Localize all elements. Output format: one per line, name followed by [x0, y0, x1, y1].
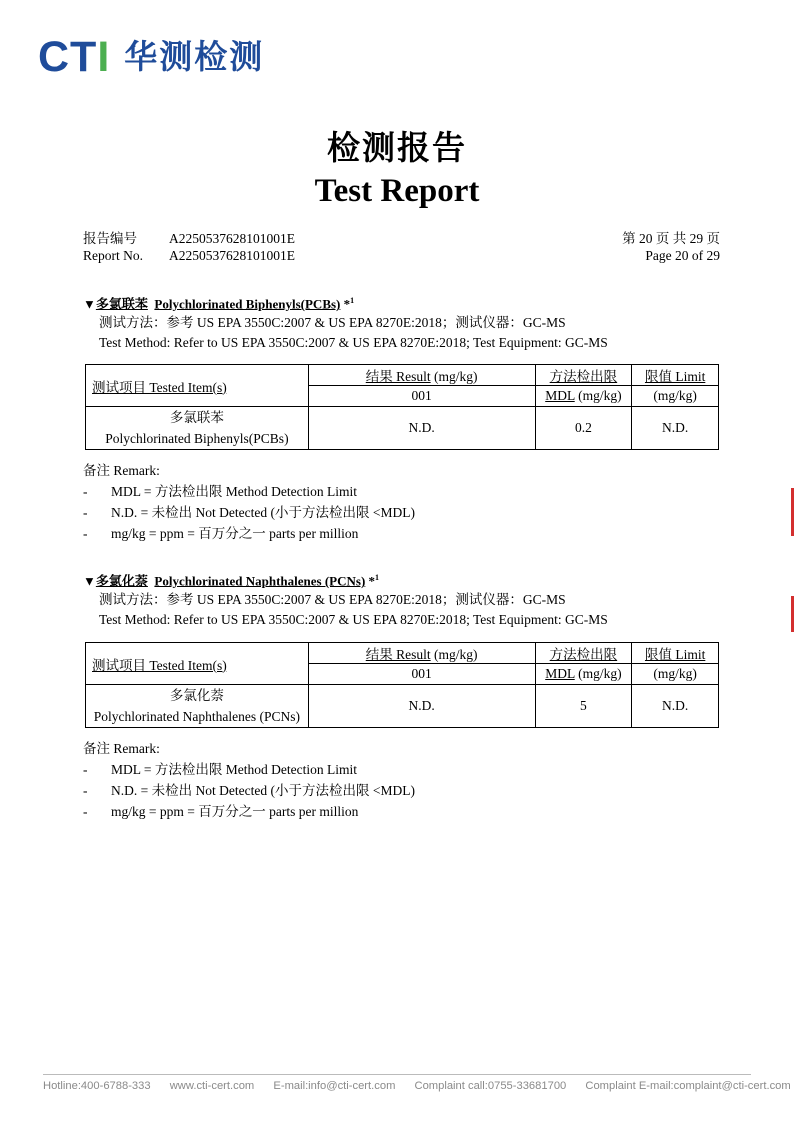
- remark-title: 备注 Remark:: [83, 463, 160, 478]
- header-limit: 限值 Limit: [632, 643, 719, 664]
- header-limit: 限值 Limit: [632, 365, 719, 386]
- header-result: 结果 Result (mg/kg): [308, 643, 535, 664]
- remark-block-pcns: [83, 738, 415, 822]
- header-mdl-cn: 方法检出限: [535, 643, 632, 664]
- footer-complaint-call: Complaint call:0755-33681700: [414, 1080, 567, 1092]
- header-limit-unit: (mg/kg): [632, 664, 719, 685]
- footer-website[interactable]: www.cti-cert.com: [169, 1080, 255, 1092]
- row-mdl: 0.2: [535, 407, 632, 450]
- header-sample-id: 001: [308, 386, 535, 407]
- remark-item: - N.D. = 未检出 Not Detected (小于方法检出限 <MDL): [83, 505, 415, 520]
- logo-chinese: 华测检测: [124, 37, 265, 76]
- remark-item: - N.D. = 未检出 Not Detected (小于方法检出限 <MDL): [83, 783, 415, 798]
- header-tested-item: 测试项目 Tested Item(s): [86, 643, 309, 685]
- row-result: N.D.: [308, 407, 535, 450]
- test-method-en: Test Method: Refer to US EPA 3550C:2007 & US EPA 8270E:2018; Test Equipment: GC-MS: [99, 335, 608, 351]
- header-mdl-cn: 方法检出限: [535, 365, 632, 386]
- title-english: Test Report: [314, 173, 480, 209]
- test-method-cn: 测试方法：参考 US EPA 3550C:2007 & US EPA 8270E:2018；测试仪器：GC-MS: [99, 592, 566, 608]
- page-number-block: [622, 230, 720, 264]
- row-item: 多氯联苯 Polychlorinated Biphenyls(PCBs): [86, 407, 309, 450]
- header-result: 结果 Result (mg/kg): [308, 365, 535, 386]
- row-mdl: 5: [535, 685, 632, 728]
- row-limit: N.D.: [632, 685, 719, 728]
- page-number-cn: 第 20 页 共 29 页: [622, 231, 720, 246]
- remark-item: - mg/kg = ppm = 百万分之一 parts per million: [83, 804, 359, 819]
- header-mdl-unit: MDL (mg/kg): [535, 386, 632, 407]
- report-no-label-en: Report No.: [83, 248, 143, 263]
- section-heading: ▼多氯化萘 Polychlorinated Naphthalenes (PCNs) *$^1$: [83, 573, 380, 589]
- report-number-block: [83, 230, 295, 264]
- results-table-pcns: [85, 642, 719, 728]
- section-pcbs: [83, 292, 723, 353]
- logo-latin: CTI: [38, 33, 111, 81]
- results-table-pcbs: [85, 364, 719, 450]
- footer-hotline: Hotline:400-6788-333: [43, 1080, 151, 1092]
- header-tested-item: 测试项目 Tested Item(s): [86, 365, 309, 407]
- company-logo: [38, 34, 264, 80]
- page-number-en: Page 20 of 29: [645, 248, 720, 263]
- report-no-value: A2250537628101001E: [169, 231, 295, 246]
- title-chinese: 检测报告: [327, 128, 467, 167]
- remark-block-pcbs: [83, 460, 415, 544]
- footer-divider: [43, 1074, 751, 1075]
- remark-item: - MDL = 方法检出限 Method Detection Limit: [83, 762, 357, 777]
- footer: [43, 1080, 794, 1092]
- section-pcns: [83, 569, 723, 630]
- report-no-value-en: A2250537628101001E: [169, 248, 295, 263]
- section-heading: ▼多氯联苯 Polychlorinated Biphenyls(PCBs) *$^1$: [83, 296, 355, 312]
- row-limit: N.D.: [632, 407, 719, 450]
- test-method-en: Test Method: Refer to US EPA 3550C:2007 & US EPA 8270E:2018; Test Equipment: GC-MS: [99, 612, 608, 628]
- row-result: N.D.: [308, 685, 535, 728]
- remark-title: 备注 Remark:: [83, 741, 160, 756]
- remark-item: - mg/kg = ppm = 百万分之一 parts per million: [83, 526, 359, 541]
- report-no-label-cn: 报告编号: [83, 231, 137, 246]
- header-limit-unit: (mg/kg): [632, 386, 719, 407]
- header-sample-id: 001: [308, 664, 535, 685]
- test-method-cn: 测试方法：参考 US EPA 3550C:2007 & US EPA 8270E:2018；测试仪器：GC-MS: [99, 315, 566, 331]
- header-mdl-unit: MDL (mg/kg): [535, 664, 632, 685]
- footer-complaint-email[interactable]: Complaint E-mail:complaint@cti-cert.com: [585, 1080, 791, 1092]
- row-item: 多氯化萘 Polychlorinated Naphthalenes (PCNs): [86, 685, 309, 728]
- footer-email[interactable]: E-mail:info@cti-cert.com: [273, 1080, 396, 1092]
- remark-item: - MDL = 方法检出限 Method Detection Limit: [83, 484, 357, 499]
